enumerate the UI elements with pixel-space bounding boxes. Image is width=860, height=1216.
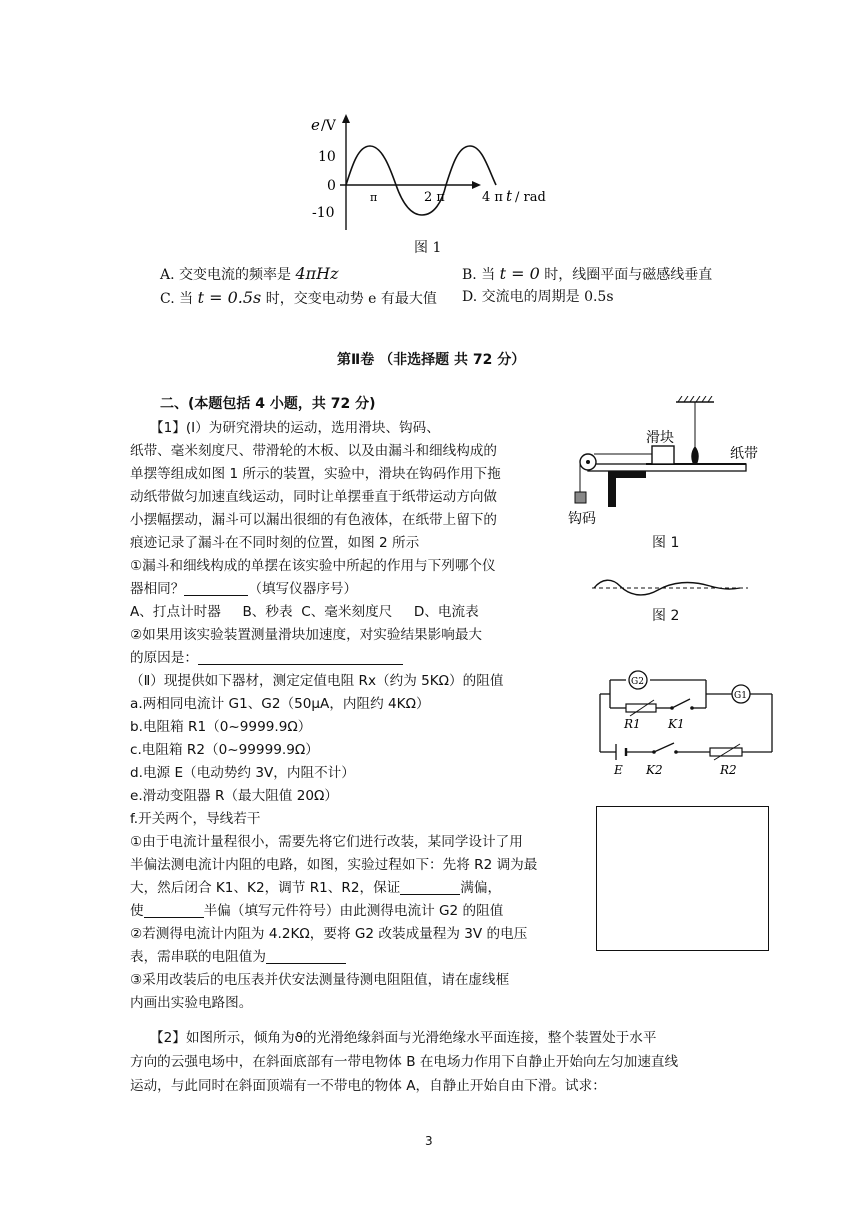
q1-part2-title: （Ⅱ）现提供如下器材，测定定值电阻 Rx（约为 5KΩ）的阻值 (130, 673, 504, 689)
q1-line-3: 单摆等组成如图 1 所示的装置，实验中，滑块在钩码作用下拖 (130, 466, 501, 482)
option-c-text: C. 当 (160, 291, 194, 307)
q1-p3-line2: 内画出实验电路图。 (130, 995, 253, 1011)
pulley-axle (586, 460, 590, 464)
q1-sub2-line2 (130, 647, 403, 670)
q1-p2-question: 表，需串联的电阻值为 (130, 949, 266, 965)
q1-choices: A、打点计时器 B、秒表 C、毫米刻度尺 D、电流表 (130, 604, 479, 620)
q1-p1-line4 (130, 900, 503, 923)
item-c: c.电阻箱 R2（0~99999.9Ω） (130, 742, 319, 758)
x-tick-4pi: 4 π (482, 190, 503, 205)
q1-p1-line4-after: 半偏（填写元件符号）由此测得电流计 G2 的阻值 (203, 903, 504, 919)
fig1-caption: 图 1 (414, 240, 442, 256)
q1-p1-line3-after: 满偏， (460, 880, 502, 896)
q1-sub2-question: 的原因是： (130, 650, 198, 666)
resistor-box-r1-icon (626, 704, 656, 712)
circuit-answer-box[interactable] (596, 806, 769, 951)
section2-heading: 二、(本题包括 4 小题，共 72 分) (160, 396, 376, 412)
q2-line-1: 【2】如图所示，倾角为ϑ的光滑绝缘斜面与光滑绝缘水平面连接，整个装置处于水平 (150, 1030, 657, 1046)
item-b: b.电阻箱 R1（0~9999.9Ω） (130, 719, 312, 735)
label-k1: K1 (668, 717, 685, 731)
q1-line-2: 纸带、毫米刻度尺、带滑轮的木板、以及由漏斗和细线构成的 (130, 443, 498, 459)
x-axis-arrow (472, 181, 481, 189)
x-label-t: t (506, 187, 513, 205)
y-label-unit: /V (321, 118, 336, 134)
hook-weight (575, 492, 586, 503)
answer-blank-5[interactable] (266, 947, 346, 964)
option-a-math: 4πHz (295, 264, 339, 283)
page-number: 3 (425, 1134, 433, 1148)
apparatus-caption-2: 图 2 (652, 608, 680, 624)
q1-sub2-line1: ②如果用该实验装置测量滑块加速度，对实验结果影响最大 (130, 627, 483, 643)
item-e: e.滑动变阻器 R（最大阻值 20Ω） (130, 788, 338, 804)
label-e: E (614, 763, 623, 777)
q1-p1-line1: ①由于电流计量程很小，需要先将它们进行改装，某同学设计了用 (130, 834, 523, 850)
q1-sub1-hint: （填写仪器序号） (248, 581, 358, 597)
label-weight: 钩码 (568, 511, 596, 527)
trace-figure (590, 574, 750, 604)
q1-line-5: 小摆幅摆动，漏斗可以漏出很细的有色液体，在纸带上留下的 (130, 512, 498, 528)
x-tick-pi: π (370, 191, 378, 204)
x-tick-2pi: 2 π (424, 190, 445, 205)
option-a-text: A. 交变电流的频率是 (160, 267, 292, 283)
label-g2: G2 (631, 677, 644, 687)
q1-line-4: 动纸带做匀加速直线运动，同时让单摆垂直于纸带运动方向做 (130, 489, 498, 505)
label-slider: 滑块 (646, 430, 674, 446)
option-c-post: 时，交变电动势 e 有最大值 (265, 291, 437, 307)
q1-line-1: 【1】(Ⅰ）为研究滑块的运动，选用滑块、钩码、 (150, 420, 440, 436)
item-a: a.两相同电流计 G1、G2（50μA，内阻约 4KΩ） (130, 696, 430, 712)
ceiling-hatch (678, 396, 712, 402)
board (588, 464, 746, 471)
k2-contact (674, 750, 678, 754)
q1-p2-line2 (130, 946, 346, 969)
k1-contact (690, 706, 694, 710)
apparatus-figure (566, 396, 766, 536)
x-label-unit: / rad (515, 190, 546, 205)
label-r2: R2 (720, 763, 737, 777)
option-c (160, 286, 437, 311)
option-d: D. 交流电的周期是 0.5s (462, 289, 614, 305)
y-tick-neg10: -10 (312, 205, 335, 221)
label-k2: K2 (646, 763, 663, 777)
item-d: d.电源 E（电动势约 3V，内阻不计） (130, 765, 355, 781)
slider-block (652, 446, 674, 464)
q1-p1-line3-text: 大，然后闭合 K1、K2，调节 R1、R2，保证 (130, 880, 401, 896)
answer-blank-3[interactable] (400, 878, 460, 895)
switch-k1-icon (672, 699, 690, 708)
q1-p3-line1: ③采用改装后的电压表并伏安法测量待测电阻阻值，请在虚线框 (130, 972, 510, 988)
q1-p1-line4-text: 使 (130, 903, 144, 919)
q2-line-3: 运动，与此同时在斜面顶端有一不带电的物体 A，自静止开始自由下滑。试求： (130, 1078, 606, 1094)
option-a (160, 262, 339, 287)
section-title: 第Ⅱ卷 （非选择题 共 72 分） (337, 352, 526, 368)
q1-line-6: 痕迹记录了漏斗在不同时刻的位置，如图 2 所示 (130, 535, 420, 551)
option-b-text: B. 当 (462, 267, 496, 283)
option-b-post: 时，线圈平面与磁感线垂直 (544, 267, 713, 283)
label-tape: 纸带 (730, 446, 758, 462)
answer-blank-1[interactable] (184, 579, 248, 596)
sine-curve (346, 146, 496, 215)
q1-p1-line2: 半偏法测电流计内阻的电路，如图，实验过程如下：先将 R2 调为最 (130, 857, 538, 873)
label-r1: R1 (624, 717, 641, 731)
board-leg-horizontal (608, 471, 646, 478)
option-b (462, 262, 712, 287)
q1-sub1-line1: ①漏斗和细线构成的单摆在该实验中所起的作用与下列哪个仪 (130, 558, 496, 574)
option-c-math: t = 0.5s (197, 288, 262, 307)
y-tick-0: 0 (327, 178, 336, 194)
y-axis-arrow (342, 114, 350, 123)
label-g1: G1 (734, 691, 747, 701)
q1-sub1-question: 器相同？ (130, 581, 185, 597)
switch-k2-icon (654, 743, 674, 752)
half-deflection-circuit (580, 664, 780, 780)
q1-p1-line3 (130, 877, 501, 900)
q1-sub1-line2 (130, 578, 357, 601)
resistor-box-r2-icon (710, 748, 742, 756)
y-tick-10: 10 (318, 149, 336, 165)
apparatus-caption-1: 图 1 (652, 535, 680, 551)
y-label-e: e (311, 116, 320, 134)
answer-blank-4[interactable] (144, 901, 204, 918)
option-b-math: t = 0 (499, 264, 540, 283)
q2-line-2: 方向的云强电场中，在斜面底部有一带电物体 B 在电场力作用下自静止开始向左匀加速直线 (130, 1054, 679, 1070)
item-f: f.开关两个，导线若干 (130, 811, 261, 827)
answer-blank-2[interactable] (198, 648, 403, 665)
emf-time-graph (300, 110, 560, 235)
q1-p2-line1: ②若测得电流计内阻为 4.2KΩ，要将 G2 改装成量程为 3V 的电压 (130, 926, 528, 942)
